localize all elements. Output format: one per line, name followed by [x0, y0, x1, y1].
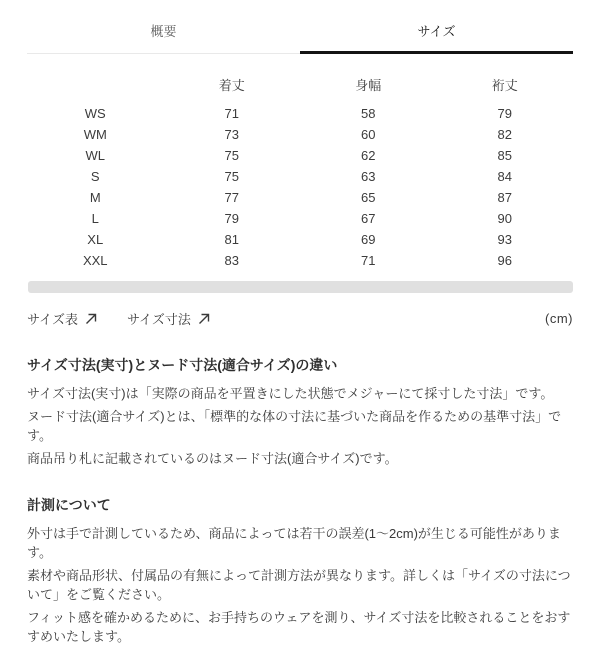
size-label: WS: [84, 106, 106, 121]
column-header-body-width: 身幅: [355, 77, 382, 93]
size-label: S: [90, 169, 100, 184]
unit-label: (cm): [545, 311, 573, 326]
column-header-sleeve-length: 裄丈: [491, 77, 518, 93]
cell-value: 85: [497, 148, 512, 163]
size-label: XL: [87, 232, 104, 247]
size-dimensions-link[interactable]: [127, 309, 210, 328]
cell-value: 90: [497, 211, 512, 226]
horizontal-scrollbar[interactable]: [28, 281, 573, 293]
cell-value: 73: [224, 127, 239, 142]
section-paragraph: フィット感を確かめるために、お手持ちのウェアを測り、サイズ寸法を比較されることをおすすめいたします。: [27, 609, 571, 644]
cell-value: 79: [224, 211, 239, 226]
cell-value: 83: [224, 253, 239, 268]
size-chart-link[interactable]: [27, 309, 97, 328]
cell-value: 87: [497, 190, 512, 205]
section-paragraph: 商品吊り札に記載されているのはヌード寸法(適合サイズ)です。: [27, 450, 398, 466]
table-row: [27, 124, 573, 145]
cell-value: 62: [361, 148, 376, 163]
cell-value: 69: [361, 232, 376, 247]
cell-value: 58: [361, 106, 376, 121]
section-heading: サイズ寸法(実寸)とヌード寸法(適合サイズ)の違い: [27, 357, 338, 373]
size-label: M: [89, 190, 101, 205]
cell-value: 63: [361, 169, 376, 184]
size-label: WM: [83, 127, 107, 142]
section-paragraph: サイズ寸法(実寸)は「実際の商品を平置きにした状態でメジャーにて採寸した寸法」です。: [27, 386, 554, 401]
cell-value: 67: [361, 211, 376, 226]
size-label: XXL: [82, 253, 108, 268]
tab-bar: [27, 0, 573, 54]
size-label: L: [91, 211, 99, 226]
links-row: [27, 309, 573, 328]
table-row: [27, 103, 573, 124]
cell-value: 96: [497, 253, 512, 268]
tab-overview[interactable]: 概要: [27, 21, 300, 54]
cell-value: 75: [224, 169, 239, 184]
table-row: [27, 208, 573, 229]
cell-value: 77: [224, 190, 239, 205]
external-link-arrow-icon: [85, 313, 97, 325]
cell-value: 84: [497, 169, 512, 184]
cell-value: 71: [224, 106, 239, 121]
size-dimensions-link-label: サイズ寸法: [126, 312, 191, 327]
cell-value: 71: [361, 253, 376, 268]
table-row: [27, 250, 573, 271]
cell-value: 81: [224, 232, 239, 247]
section-paragraph: ヌード寸法(適合サイズ)とは、「標準的な体の寸法に基づいた商品を作るための基準寸法」です。: [27, 408, 562, 443]
size-table: [27, 72, 573, 271]
table-row: [27, 166, 573, 187]
section-paragraph: 外寸は手で計測しているため、商品によっては若干の誤差(1〜2cm)が生じる可能性があります。: [27, 526, 561, 561]
cell-value: 79: [497, 106, 512, 121]
external-link-arrow-icon: [198, 313, 210, 325]
table-row: [27, 187, 573, 208]
section-about-measurement: [27, 495, 573, 646]
table-row: [27, 145, 573, 166]
size-table-header: [27, 72, 573, 96]
section-heading: 計測について: [27, 497, 111, 514]
column-header-body-length: 着丈: [218, 77, 245, 93]
section-paragraph: 素材や商品形状、付属品の有無によって計測方法が異なります。詳しくは「サイズの寸法について」をご覧ください。: [27, 568, 571, 602]
cell-value: 60: [361, 127, 376, 142]
tab-size[interactable]: サイズ: [300, 21, 573, 54]
cell-value: 82: [497, 127, 512, 142]
section-size-vs-nude-dimensions: [27, 355, 573, 468]
table-row: [27, 229, 573, 250]
cell-value: 75: [224, 148, 239, 163]
size-label: WL: [85, 148, 105, 163]
cell-value: 65: [361, 190, 376, 205]
size-chart-link-label: サイズ表: [27, 312, 78, 327]
cell-value: 93: [497, 232, 512, 247]
